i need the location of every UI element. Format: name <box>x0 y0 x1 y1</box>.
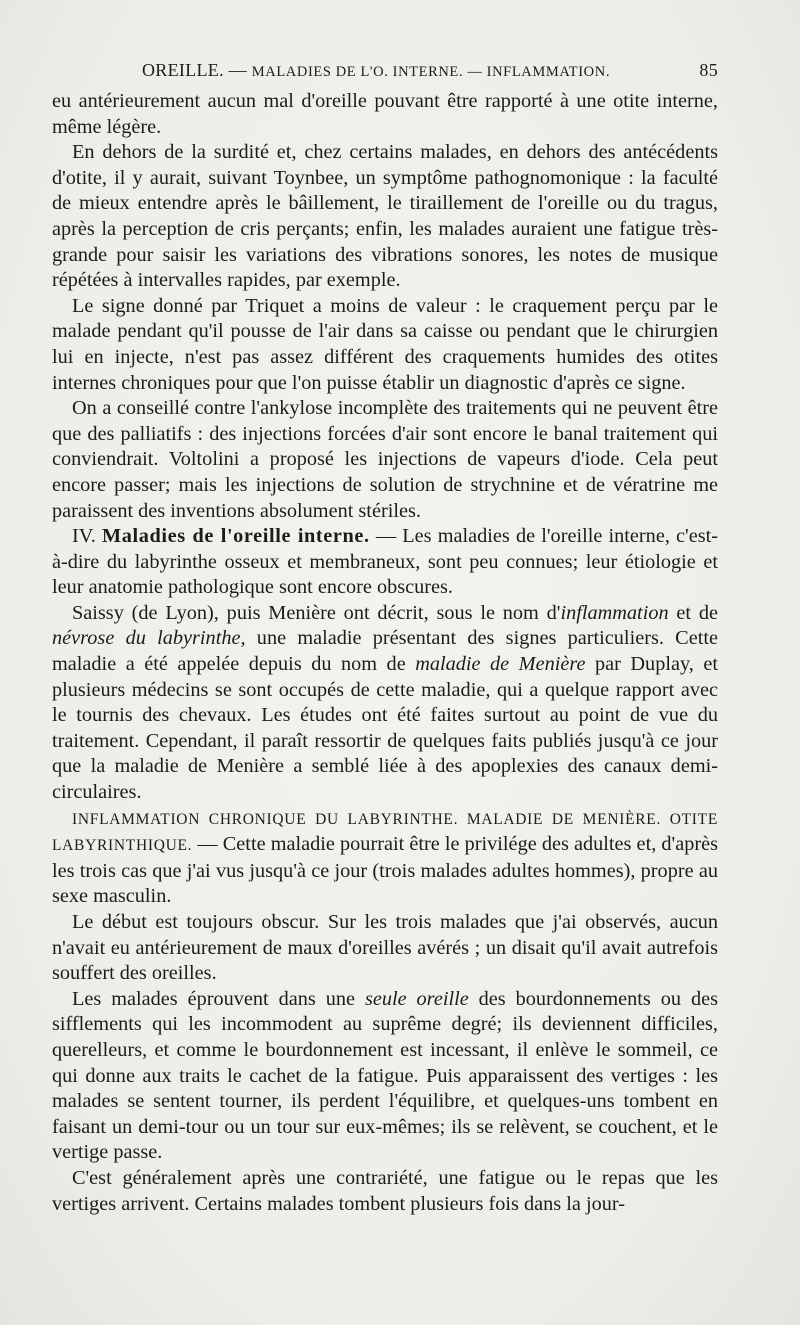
running-title <box>142 60 610 81</box>
section-intro: — Les maladies de l'oreille interne, c'est-à-dire du labyrinthe osseux et membraneux, sont peu connues; leur étiologie et leur anatomie pathologique sont encore obscures. <box>52 525 718 599</box>
p6-italic-2: névrose du labyrinthe, <box>52 627 246 650</box>
page-number: 85 <box>699 60 718 80</box>
p6-text-c: une maladie présentant des signes particuliers. Cette maladie a été appelée depuis du nom de <box>52 627 718 676</box>
running-title-sub: MALADIES DE L'O. INTERNE. — INFLAMMATION. <box>251 64 611 80</box>
section-heading: Maladies de l'oreille interne. <box>102 525 370 548</box>
paragraph-2: En dehors de la surdité et, chez certains malades, en dehors des antécédents d'otite, il y aurait, suivant Toynbee, un symptôme pathognomonique : la faculté de mieux entendre après le bâillement, le tiraillement de l'oreille ou du tragus, après la perception de cris perçants; enfin, les malades auraient une fatigue très-grande pour saisir les variations des vibrations sonores, les notes de musique répétées à intervalles rapides, par exemple. <box>52 141 718 292</box>
p6-italic-1: inflammation <box>560 601 669 624</box>
running-header <box>52 60 718 88</box>
p9-text-b: des bourdonnements ou des sifflements qui les incommodent au suprême degré; ils deviennent difficiles, querelleurs, et comme le bourdonnement est incessant, il enlève le sommeil, ce qui donne aux traits le cachet de la fatigue. Puis apparaissent des vertiges : les malades se sentent tourner, ils perdent l'équilibre, et quelques-uns tombent en faisant un demi-tour ou un tour sur eux-mêmes; ils se relèvent, se couchent, et le vertige passe. <box>52 987 718 1164</box>
p6-italic-3: maladie de Menière <box>415 653 586 676</box>
paragraph-8: Le début est toujours obscur. Sur les trois malades que j'ai observés, aucun n'avait eu antérieurement de maux d'oreilles avérés ; un disait qu'il avait autrefois souffert des oreilles. <box>52 911 718 985</box>
p9-text-a: Les malades éprouvent dans une <box>72 987 365 1010</box>
p6-text-a: Saissy (de Lyon), puis Menière ont décrit, sous le nom d' <box>72 601 561 624</box>
subsection-text: — Cette maladie pourrait être le privilége des adultes et, d'après les trois cas que j'ai vus jusqu'à ce jour (trois malades adultes hommes), propre au sexe masculin. <box>52 833 718 908</box>
paragraph-7 <box>52 806 718 910</box>
section-number: IV. <box>72 525 96 548</box>
running-title-main: OREILLE. — <box>142 60 252 80</box>
paragraph-4: On a conseillé contre l'ankylose incomplète des traitements qui ne peuvent être que des palliatifs : des injections forcées d'air sont encore le banal traitement qui conviendrait. Voltolini a proposé les injections de vapeurs d'iode. Cela peut encore passer; mais les injections de solution de strychnine et de vératrine me paraissent des inventions absolument stériles. <box>52 397 718 522</box>
p9-italic: seule oreille <box>364 987 469 1010</box>
subsection-heading: INFLAMMATION CHRONIQUE DU LABYRINTHE. MALADIE DE MENIÈRE. OTITE LABYRINTHIQUE. <box>52 810 718 855</box>
p6-text-d: par Duplay, et plusieurs médecins se sont occupés de cette maladie, qui a quelque rapport avec le tournis des chevaux. Les études ont été faites surtout au point de vue du traitement. Cependant, il paraît ressortir de quelques faits publiés jusqu'à ce jour que la maladie de Menière a semblé liée à des apoplexies des canaux demi-circulaires. <box>52 653 719 804</box>
paragraph-5 <box>52 524 718 601</box>
p6-text-b: et de <box>668 601 719 624</box>
paragraph-10: C'est généralement après une contrariété, une fatigue ou le repas que les vertiges arrivent. Certains malades tombent plusieurs fois dans la jour- <box>52 1166 718 1215</box>
paragraph-9 <box>52 987 718 1166</box>
paragraph-3: Le signe donné par Triquet a moins de valeur : le craquement perçu par le malade pendant qu'il pousse de l'air dans sa caisse ou pendant que le chirurgien lui en injecte, n'est pas assez différent des craquements humides des otites internes chroniques pour que l'on puisse établir un diagnostic d'après ce signe. <box>52 294 718 394</box>
page-body <box>52 89 718 1217</box>
paragraph-6 <box>52 601 718 806</box>
paragraph-1: eu antérieurement aucun mal d'oreille pouvant être rapporté à une otite interne, même légère. <box>52 90 718 138</box>
